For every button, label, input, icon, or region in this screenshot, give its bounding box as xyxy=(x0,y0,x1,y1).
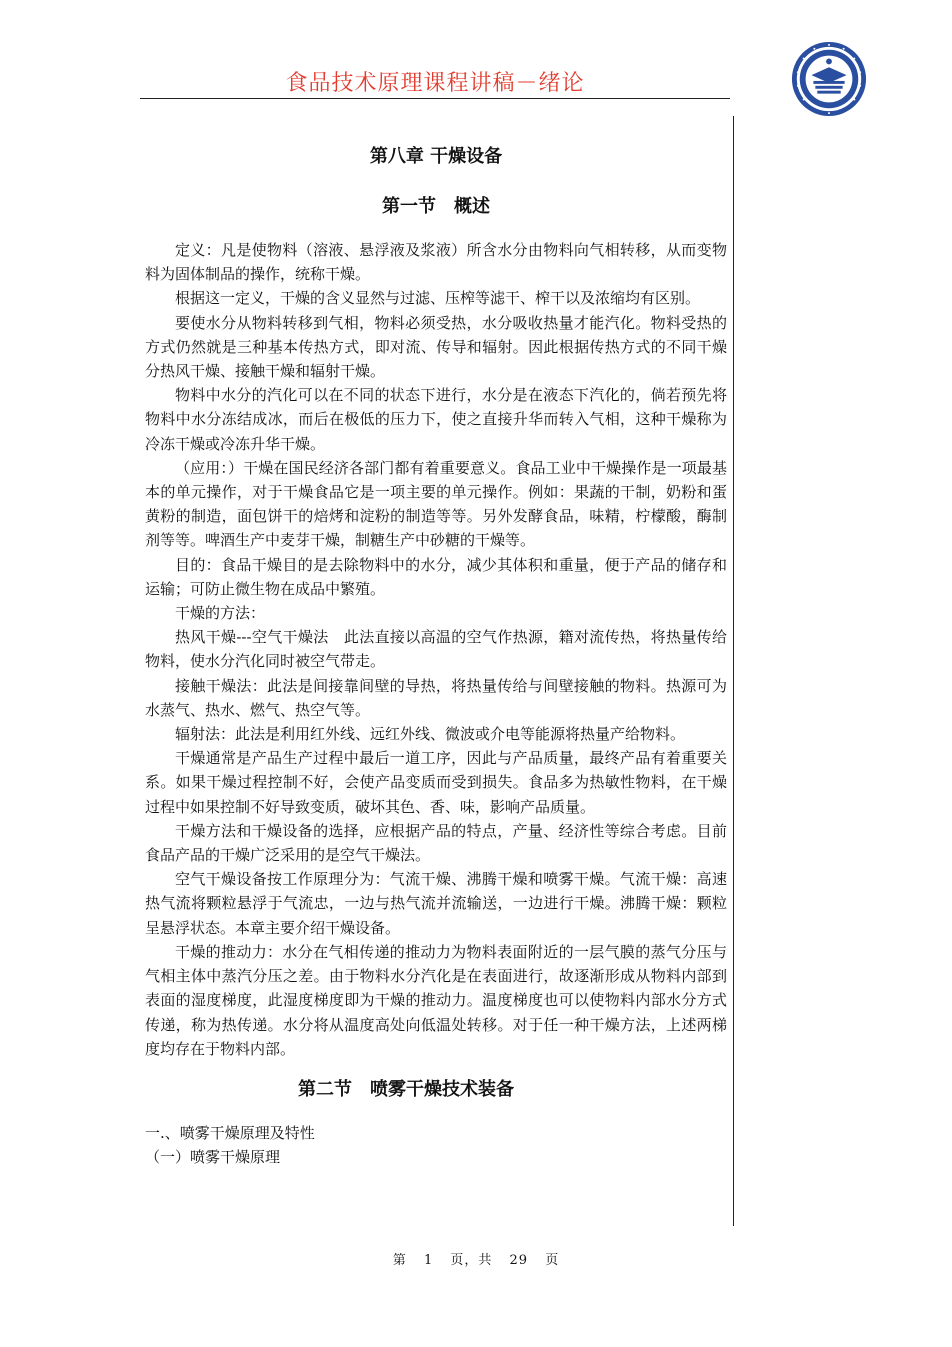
paragraph-methods-heading: 干燥的方法： xyxy=(175,604,266,623)
subheading-spray-principle: （一）喷雾干燥原理 xyxy=(145,1148,281,1167)
paragraph-heat-transfer: 要使水分从物料转移到气相，物料必须受热，水分吸收热量才能汽化。物料受热的方式仍然就是三种基本传热方式，即对流、传导和辐射。因此根据传热方式的不同干燥分热风干燥、接触干燥和辐射干燥。 xyxy=(145,313,727,381)
page-header-title: 食品技术原理课程讲稿－绪论 xyxy=(285,71,585,96)
footer-prefix: 第 xyxy=(392,1253,407,1268)
paragraph-contact: 接触干燥法：此法是间接靠间壁的导热，将热量传给与间壁接触的物料。热源可为水蒸气、热水、燃气、热空气等。 xyxy=(145,676,727,719)
page-footer xyxy=(0,1249,952,1268)
right-margin-rule xyxy=(733,116,734,1226)
footer-suffix: 页 xyxy=(545,1253,560,1268)
footer-page-total: 29 xyxy=(509,1253,529,1268)
university-seal-icon xyxy=(790,40,868,118)
footer-mid: 页，共 xyxy=(450,1253,493,1268)
paragraph-equipment-types: 空气干燥设备按工作原理分为：气流干燥、沸腾干燥和喷雾干燥。气流干燥：高速热气流将颗粒悬浮于气流忠，一边与热气流并流输送，一边进行干燥。沸腾干燥：颗粒呈悬浮状态。本章主要介绍干燥设备。 xyxy=(145,870,727,937)
document-body xyxy=(145,140,727,1169)
section-title-overview: 第一节 概述 xyxy=(382,196,490,217)
chapter-title: 第八章 干燥设备 xyxy=(369,146,503,167)
paragraph-quality: 干燥通常是产品生产过程中最后一道工序，因此与产品质量，最终产品有着重要关系。如果干燥过程控制不好，会使产品变质而受到损失。食品多为热敏性物料，在干燥过程中如果控制不好导致变质，破坏其色、香、味，影响产品质量。 xyxy=(145,749,727,816)
subheading-principle: 一.、喷雾干燥原理及特性 xyxy=(145,1123,315,1142)
paragraph-purpose: 目的：食品干燥目的是去除物料中的水分，减少其体积和重量，便于产品的储存和运输；可防止微生物在成品中繁殖。 xyxy=(145,555,727,598)
footer-page-number: 1 xyxy=(423,1253,434,1268)
paragraph-selection: 干燥方法和干燥设备的选择，应根据产品的特点，产量、经济性等综合考虑。目前食品产品的干燥广泛采用的是空气干燥法。 xyxy=(145,821,727,865)
section-title-spray-drying: 第二节 喷雾干燥技术装备 xyxy=(298,1078,514,1100)
paragraph-definition: 定义：凡是使物料（溶液、悬浮液及浆液）所含水分由物料向气相转移，从而变物料为固体制品的操作，统称干燥。 xyxy=(145,241,727,284)
paragraph-hot-air: 热风干燥---空气干燥法 此法直接以高温的空气作热源，籍对流传热，将热量传给物料，使水分汽化同时被空气带走。 xyxy=(145,628,727,671)
paragraph-distinction: 根据这一定义，干燥的含义显然与过滤、压榨等滤干、榨干以及浓缩均有区别。 xyxy=(175,289,701,308)
paragraph-radiation: 辐射法：此法是利用红外线、远红外线、微波或介电等能源将热量产给物料。 xyxy=(175,725,686,744)
header-divider xyxy=(140,98,730,99)
paragraph-freeze-drying: 物料中水分的汽化可以在不同的状态下进行，水分是在液态下汽化的，倘若预先将物料中水分冻结成冰，而后在极低的压力下，使之直接升华而转入气相，这种干燥称为冷冻干燥或冷冻升华干燥。 xyxy=(145,386,727,453)
paragraph-driving-force: 干燥的推动力：水分在气相传递的推动力为物料表面附近的一层气膜的蒸气分压与气相主体中蒸汽分压之差。由于物料水分汽化是在表面进行，故逐渐形成从物料内部到表面的湿度梯度，此湿度梯度即为干燥的推动力。温度梯度也可以使物料内部水分方式传递，称为热传递。水分将从温度高处向低温处转移。对于任一种干燥方法，上述两梯度均存在于物料内部。 xyxy=(145,942,727,1058)
paragraph-application: （应用：）干燥在国民经济各部门都有着重要意义。食品工业中干燥操作是一项最基本的单元操作，对于干燥食品它是一项主要的单元操作。例如：果蔬的干制，奶粉和蛋黄粉的制造，面包饼干的焙烤和淀粉的制造等等。另外发酵食品，味精，柠檬酸，酶制剂等等。啤酒生产中麦芽干燥，制糖生产中砂糖的干燥等。 xyxy=(145,458,727,550)
